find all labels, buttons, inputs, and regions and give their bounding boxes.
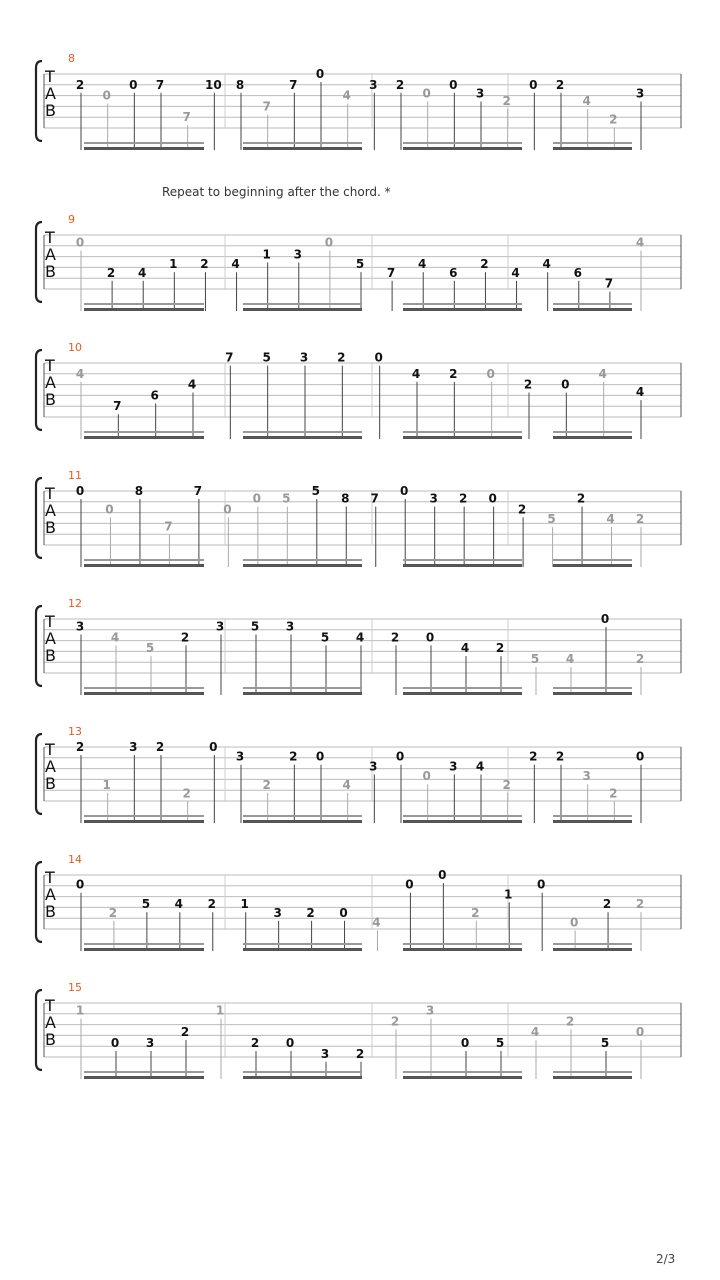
beam	[243, 1076, 362, 1079]
fret-number: 0	[536, 877, 546, 892]
fret-number: 7	[182, 110, 191, 125]
tab-clef-letter: B	[45, 101, 56, 120]
tab-clef-letter: B	[45, 262, 56, 281]
beam-secondary	[403, 943, 522, 945]
fret-number: 0	[75, 877, 85, 892]
fret-number: 8	[341, 491, 350, 506]
fret-number: 2	[458, 491, 468, 506]
fret-number: 1	[240, 897, 249, 912]
fret-number: 3	[582, 769, 591, 784]
fret-number: 4	[635, 235, 645, 250]
fret-number: 0	[252, 491, 262, 506]
fret-number: 2	[180, 1025, 190, 1040]
beam	[84, 308, 204, 311]
fret-number: 3	[369, 77, 378, 92]
measure-number: 15	[68, 981, 82, 994]
tab-clef-letter: B	[45, 1030, 56, 1049]
fret-number: 7	[225, 350, 234, 365]
beam	[84, 948, 204, 951]
tab-system	[36, 853, 681, 951]
fret-number: 4	[342, 88, 351, 103]
beam-secondary	[84, 431, 204, 433]
fret-number: 2	[495, 641, 505, 656]
fret-number: 2	[635, 512, 645, 527]
page-number: 2/3	[656, 1252, 676, 1266]
fret-number: 4	[511, 265, 520, 280]
fret-number: 0	[102, 88, 111, 103]
measure-number: 11	[68, 469, 82, 482]
beam	[84, 820, 204, 823]
fret-number: 2	[250, 1035, 260, 1050]
beam	[243, 692, 362, 695]
fret-number: 3	[475, 86, 485, 101]
tab-clef-letter: A	[45, 501, 56, 520]
fret-number: 2	[565, 1014, 575, 1029]
fret-number: 2	[555, 77, 565, 92]
tab-clef-letter: B	[45, 390, 56, 409]
fret-number: 2	[262, 777, 271, 792]
fret-number: 3	[145, 1035, 155, 1050]
fret-number: 5	[282, 491, 291, 506]
tab-systems	[36, 52, 681, 1079]
measure-number: 9	[68, 213, 75, 226]
beam	[403, 147, 522, 150]
beam	[553, 692, 632, 695]
tab-clef-letter: A	[45, 373, 56, 392]
beam-secondary	[553, 815, 632, 817]
fret-number: 4	[460, 641, 470, 656]
beam	[403, 564, 522, 567]
tab-clef-letter: T	[45, 868, 55, 887]
fret-number: 7	[155, 77, 165, 92]
beam	[243, 948, 362, 951]
fret-number: 2	[207, 897, 216, 912]
system-bracket	[36, 478, 42, 558]
tab-clef-letter: T	[45, 484, 55, 503]
beam	[403, 436, 522, 439]
fret-number: 0	[129, 77, 138, 92]
measure-number: 13	[68, 725, 82, 738]
beam	[84, 692, 204, 695]
beam	[553, 564, 632, 567]
fret-number: 0	[600, 612, 610, 626]
beam	[243, 564, 362, 567]
system-bracket	[36, 350, 42, 430]
tab-clef-letter: A	[45, 1013, 56, 1032]
tab-system	[36, 597, 681, 695]
fret-number: 0	[422, 769, 431, 784]
fret-number: 2	[390, 1014, 400, 1029]
fret-number: 7	[164, 519, 173, 534]
fret-number: 3	[635, 86, 645, 101]
fret-number: 3	[449, 759, 458, 774]
fret-number: 2	[182, 786, 191, 801]
fret-number: 0	[569, 915, 579, 930]
beam-secondary	[403, 1071, 522, 1073]
beam-secondary	[243, 1071, 362, 1073]
fret-number: 2	[75, 77, 85, 92]
fret-number: 2	[337, 350, 346, 365]
beam-secondary	[84, 1071, 204, 1073]
tab-clef-letter: T	[45, 67, 55, 86]
measure-number: 12	[68, 597, 82, 610]
fret-number: 4	[418, 257, 427, 272]
beam-secondary	[243, 142, 362, 144]
fret-number: 0	[209, 740, 218, 754]
fret-number: 7	[386, 265, 396, 280]
fret-number: 1	[215, 1003, 225, 1018]
fret-number: 2	[635, 897, 645, 912]
beam-secondary	[84, 303, 204, 305]
fret-number: 2	[602, 897, 612, 912]
fret-number: 1	[504, 887, 513, 902]
fret-number: 5	[145, 641, 155, 656]
beam	[403, 820, 522, 823]
fret-number: 2	[480, 257, 489, 272]
tab-system	[36, 52, 681, 150]
repeat-annotation: Repeat to beginning after the chord. *	[162, 185, 391, 199]
fret-number: 4	[187, 377, 197, 392]
beam-secondary	[243, 815, 362, 817]
fret-number: 3	[293, 247, 302, 262]
fret-number: 5	[547, 512, 556, 527]
fret-number: 2	[523, 377, 533, 392]
fret-number: 2	[108, 905, 118, 920]
fret-number: 3	[369, 759, 378, 774]
beam-secondary	[84, 687, 204, 689]
fret-number: 5	[355, 257, 365, 272]
tab-system	[36, 341, 681, 439]
fret-number: 1	[169, 257, 178, 272]
fret-number: 2	[395, 77, 405, 92]
beam-secondary	[84, 943, 204, 945]
tab-clef-letter: B	[45, 646, 56, 665]
fret-number: 2	[471, 905, 480, 920]
beam-secondary	[553, 142, 632, 144]
beam	[403, 692, 522, 695]
beam-secondary	[243, 431, 362, 433]
tab-clef-letter: B	[45, 902, 56, 921]
beam	[553, 820, 632, 823]
fret-number: 2	[635, 651, 645, 666]
system-bracket	[36, 862, 42, 942]
fret-number: 3	[273, 905, 282, 920]
fret-number: 3	[129, 740, 138, 754]
fret-number: 3	[425, 1003, 435, 1018]
fret-number: 4	[635, 385, 645, 400]
fret-number: 6	[150, 388, 159, 403]
fret-number: 2	[306, 905, 315, 920]
fret-number: 1	[75, 1003, 85, 1018]
system-bracket	[36, 61, 42, 141]
fret-number: 2	[289, 749, 298, 764]
fret-number: 2	[155, 740, 165, 754]
tab-system	[36, 213, 681, 311]
beam	[403, 948, 522, 951]
system-bracket	[36, 990, 42, 1070]
fret-number: 2	[75, 740, 85, 754]
fret-number: 0	[486, 366, 495, 381]
fret-number: 0	[400, 484, 409, 498]
beam-secondary	[243, 303, 362, 305]
fret-number: 4	[75, 366, 85, 381]
system-bracket	[36, 734, 42, 814]
beam-secondary	[403, 815, 522, 817]
fret-number: 8	[235, 77, 245, 92]
fret-number: 0	[110, 1035, 120, 1050]
beam	[84, 436, 204, 439]
fret-number: 0	[324, 235, 334, 250]
fret-number: 4	[342, 777, 351, 792]
fret-number: 0	[339, 905, 348, 920]
fret-number: 2	[502, 94, 511, 108]
fret-number: 2	[390, 630, 400, 645]
fret-number: 3	[285, 619, 295, 634]
fret-number: 7	[370, 491, 379, 506]
beam	[243, 308, 362, 311]
fret-number: 0	[488, 491, 497, 506]
fret-number: 1	[102, 777, 111, 792]
beam	[243, 147, 362, 150]
measure-number: 8	[68, 52, 75, 65]
fret-number: 4	[411, 366, 421, 381]
fret-number: 3	[75, 619, 85, 634]
fret-number: 7	[262, 99, 271, 114]
beam	[84, 147, 204, 150]
fret-number: 0	[529, 77, 538, 92]
fret-number: 0	[635, 749, 645, 764]
fret-number: 7	[193, 484, 203, 498]
tab-clef-letter: A	[45, 629, 56, 648]
fret-number: 4	[355, 630, 365, 645]
fret-number: 0	[285, 1035, 295, 1050]
fret-number: 7	[604, 276, 614, 291]
fret-number: 0	[405, 877, 414, 892]
fret-number: 4	[174, 897, 184, 912]
fret-number: 0	[395, 749, 405, 764]
fret-number: 0	[422, 86, 431, 101]
beam-secondary	[403, 559, 522, 561]
fret-number: 3	[299, 350, 309, 365]
system-bracket	[36, 222, 42, 302]
beam-secondary	[403, 431, 522, 433]
fret-number: 3	[215, 619, 225, 634]
tab-clef-letter: A	[45, 757, 56, 776]
fret-number: 5	[530, 651, 540, 666]
fret-number: 4	[542, 257, 551, 272]
beam-secondary	[243, 943, 362, 945]
fret-number: 4	[372, 915, 381, 930]
tab-clef-letter: B	[45, 774, 56, 793]
fret-number: 4	[231, 257, 240, 272]
beam	[553, 1076, 632, 1079]
beam-secondary	[84, 559, 204, 561]
fret-number: 5	[320, 630, 330, 645]
beam	[553, 147, 632, 150]
tab-system	[36, 725, 681, 823]
fret-number: 3	[320, 1046, 330, 1061]
beam-secondary	[84, 142, 204, 144]
fret-number: 4	[565, 651, 575, 666]
tab-clef-letter: A	[45, 84, 56, 103]
beam-secondary	[243, 687, 362, 689]
beam	[84, 564, 204, 567]
fret-number: 3	[235, 749, 245, 764]
tab-clef-letter: A	[45, 885, 56, 904]
fret-number: 7	[113, 399, 122, 414]
fret-number: 0	[449, 77, 458, 92]
fret-number: 4	[606, 512, 615, 527]
fret-number: 0	[315, 749, 325, 764]
beam-secondary	[553, 943, 632, 945]
fret-number: 4	[530, 1025, 540, 1040]
fret-number: 6	[573, 265, 582, 280]
tab-system	[36, 981, 681, 1079]
fret-number: 0	[561, 377, 570, 392]
fret-number: 5	[600, 1035, 610, 1050]
fret-number: 0	[105, 502, 114, 517]
fret-number: 2	[449, 366, 458, 381]
fret-number: 2	[355, 1046, 365, 1061]
fret-number: 0	[374, 350, 383, 365]
beam-secondary	[553, 303, 632, 305]
fret-number: 0	[460, 1035, 470, 1050]
fret-number: 2	[502, 777, 511, 792]
fret-number: 4	[138, 265, 147, 280]
beam	[553, 436, 632, 439]
fret-number: 8	[134, 484, 144, 498]
fret-number: 7	[289, 77, 298, 92]
fret-number: 5	[250, 619, 260, 634]
measure-number: 10	[68, 341, 82, 354]
fret-number: 1	[262, 247, 271, 262]
beam-secondary	[243, 559, 362, 561]
fret-number: 5	[495, 1035, 505, 1050]
fret-number: 4	[598, 366, 607, 381]
beam	[84, 1076, 204, 1079]
beam-secondary	[84, 815, 204, 817]
beam-secondary	[553, 687, 632, 689]
fret-number: 2	[576, 491, 586, 506]
tab-clef-letter: T	[45, 740, 55, 759]
fret-number: 0	[75, 235, 85, 250]
fret-number: 2	[180, 630, 190, 645]
tab-system	[36, 469, 681, 567]
beam-secondary	[553, 431, 632, 433]
beam	[553, 308, 632, 311]
fret-number: 0	[425, 630, 435, 645]
beam	[243, 820, 362, 823]
fret-number: 2	[200, 257, 209, 272]
fret-number: 2	[609, 112, 618, 127]
tab-clef-letter: T	[45, 356, 55, 375]
fret-number: 5	[262, 350, 271, 365]
measure-number: 14	[68, 853, 82, 866]
fret-number: 4	[110, 630, 120, 645]
fret-number: 4	[475, 759, 485, 774]
fret-number: 6	[449, 265, 458, 280]
beam	[403, 1076, 522, 1079]
tab-clef-letter: A	[45, 245, 56, 264]
beam-secondary	[553, 1071, 632, 1073]
beam-secondary	[403, 687, 522, 689]
fret-number: 2	[609, 786, 618, 801]
beam-secondary	[553, 559, 632, 561]
beam	[553, 948, 632, 951]
tab-clef-letter: B	[45, 518, 56, 537]
fret-number: 0	[223, 502, 232, 517]
fret-number: 2	[529, 749, 538, 764]
fret-number: 2	[555, 749, 565, 764]
fret-number: 0	[75, 484, 85, 498]
fret-number: 2	[106, 265, 116, 280]
beam-secondary	[403, 303, 522, 305]
beam-secondary	[403, 142, 522, 144]
fret-number: 10	[204, 77, 222, 92]
fret-number: 5	[311, 484, 320, 498]
fret-number: 2	[517, 502, 527, 517]
fret-number: 0	[438, 868, 447, 882]
fret-number: 4	[582, 94, 591, 108]
system-bracket	[36, 606, 42, 686]
tab-clef-letter: T	[45, 996, 55, 1015]
fret-number: 0	[315, 67, 325, 81]
fret-number: 3	[429, 491, 438, 506]
beam	[403, 308, 522, 311]
beam	[243, 436, 362, 439]
tab-clef-letter: T	[45, 612, 55, 631]
fret-number: 5	[141, 897, 151, 912]
fret-number: 0	[635, 1025, 645, 1040]
tab-clef-letter: T	[45, 228, 55, 247]
